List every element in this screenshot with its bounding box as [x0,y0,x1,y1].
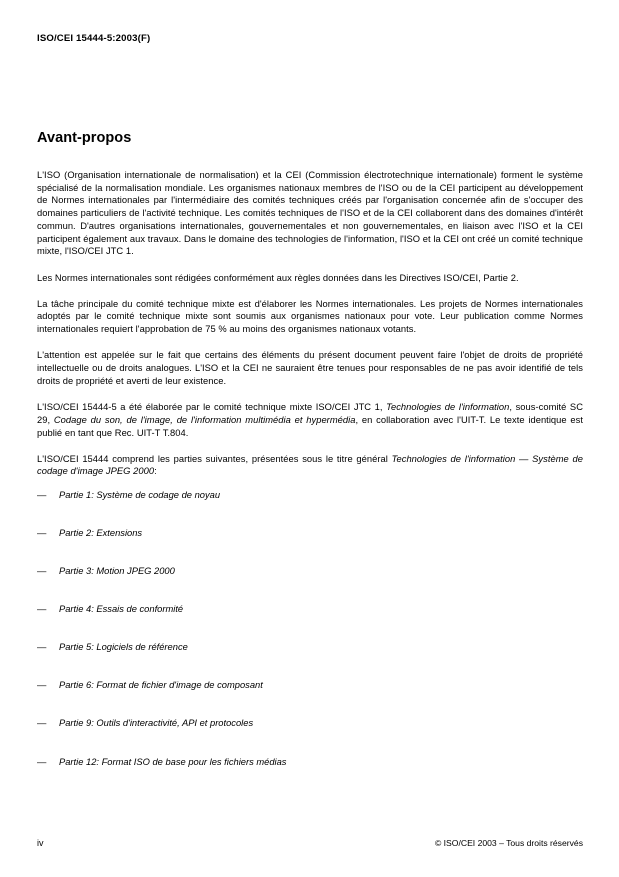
page-content [37,131,583,768]
committee-title-italic: Technologies de l'information [386,402,510,412]
part-label: Partie 2: Extensions [59,527,143,538]
page-footer [37,838,583,849]
part-label: Partie 12: Format ISO de base pour les fichiers médias [59,756,287,767]
paragraph-parts-intro [37,453,583,479]
parts-list [37,489,583,769]
em-dash-bullet-icon: — [37,527,47,538]
attribution-text-1: L'ISO/CEI 15444-5 a été élaborée par le comité technique mixte ISO/CEI JTC 1, [37,402,387,412]
running-head: ISO/CEI 15444-5:2003(F) [37,33,151,44]
list-item [37,679,583,692]
em-dash-bullet-icon: — [37,756,47,767]
paragraph-patent-rights: L'attention est appelée sur le fait que certains des éléments du présent document peuvent faire l'objet de droits de propriété intellectuelle ou de droits analogues. L'ISO et la CEI ne sauraient être tenues pour responsables de ne pas avoir identifié de tels droits de propriété et averti de leur existence. [37,350,583,386]
copyright-notice: © ISO/CEI 2003 – Tous droits réservés [434,838,583,848]
em-dash-bullet-icon: — [37,642,47,653]
attribution-text-2: , sous-comité SC 29, [37,402,583,425]
list-item [37,641,583,654]
paragraph-foreword-intro: L'ISO (Organisation internationale de normalisation) et la CEI (Commission électrotechnique internationale) forment le système spécialisé de la normalisation mondiale. Les organismes nationaux membres de l'ISO ou de la CEI participent au développement de Normes internationales par l'intermédiaire des comités techniques créés par l'organisation concernée afin de s'occuper des domaines particuliers de l'activité technique. Les comités techniques de l'ISO et de la CEI collaborent dans des domaines d'intérêt commun. D'autres organisations internationales, gouvernementales et non gouvernementales, en liaison avec l'ISO et la CEI participent également aux travaux. Dans le domaine des technologies de l'information, l'ISO et la CEI ont créé un comité technique mixte, l'ISO/CEI JTC 1. [37,169,583,257]
general-title-italic: Technologies de l'information — Système de codage d'image JPEG 2000 [37,453,583,477]
part-label: Partie 3: Motion JPEG 2000 [59,565,175,576]
part-label: Partie 9: Outils d'interactivité, API et protocoles [59,718,254,729]
attribution-text-3: , en collaboration avec l'UIT-T. Le texte identique est publié en tant que Rec. UIT-T T.804. [37,414,583,438]
em-dash-bullet-icon: — [37,604,47,615]
paragraph-committee-attribution [37,401,583,439]
paragraph-approval-process: La tâche principale du comité technique mixte est d'élaborer les Normes internationales. Les projets de Normes internationales adoptés par le comité technique mixte sont soumis aux organismes nationaux pour vote. Leur publication comme Normes internationales requiert l'approbation de 75 % au moins des organismes nationaux votants. [37,298,583,335]
list-item [37,527,583,540]
parts-intro-text-2: : [154,466,157,477]
part-label: Partie 4: Essais de conformité [59,604,184,615]
page-title: Avant-propos [37,130,132,146]
list-item [37,565,583,578]
em-dash-bullet-icon: — [37,565,47,576]
em-dash-bullet-icon: — [37,680,47,691]
parts-intro-text-1: L'ISO/CEI 15444 comprend les parties suivantes, présentées sous le titre général [37,453,392,464]
list-item [37,489,583,502]
part-label: Partie 5: Logiciels de référence [59,642,188,653]
em-dash-bullet-icon: — [37,718,47,729]
list-item [37,756,583,769]
part-label: Partie 1: Système de codage de noyau [59,489,221,500]
em-dash-bullet-icon: — [37,489,47,500]
paragraph-directives: Les Normes internationales sont rédigées conformément aux règles données dans les Directives ISO/CEI, Partie 2. [37,272,519,283]
part-label: Partie 6: Format de fichier d'image de composant [59,680,263,691]
subcommittee-title-italic: Codage du son, de l'image, de l'information multimédia et hypermédia [53,414,356,425]
list-item [37,717,583,730]
page-number: iv [37,838,44,848]
list-item [37,603,583,616]
